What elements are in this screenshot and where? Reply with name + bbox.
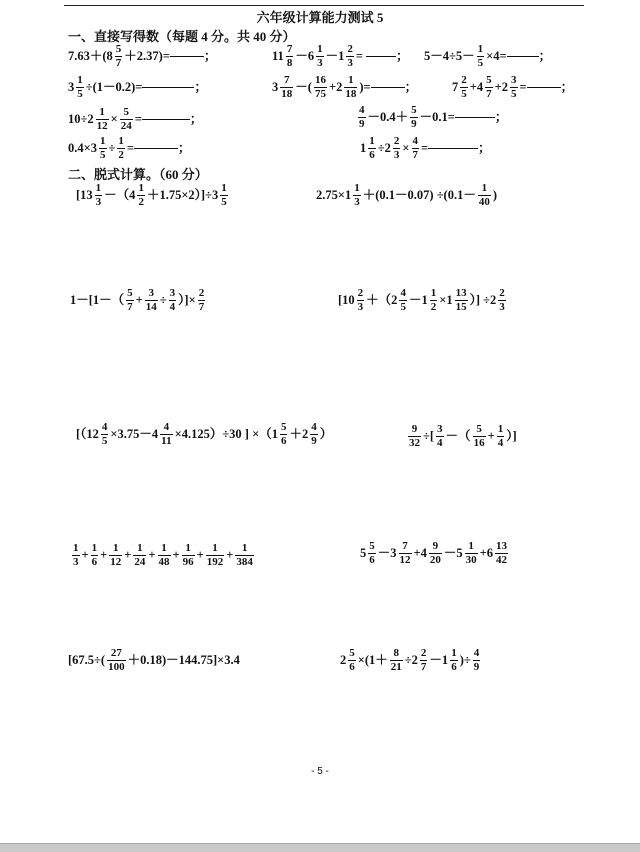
problem-7: 10÷2 $\frac{1}{12}$ × $\frac{5}{24}$ = ； [68,106,203,132]
section-1-heading: 一、直接写得数（每题 4 分。共 40 分） [68,29,296,44]
problem-6: 7 2 5 + 4 5 7 + 2 $\frac{3}{5}$ = ； [452,74,574,100]
calc-problem-9: [67.5÷( 27 100 ＋0.18)－144.75]×3.4 [68,647,240,673]
section-2-heading: 二、脱式计算。（60 分） [68,167,208,182]
header-rule [64,5,584,6]
problem-3: 5－4÷5－ $\frac{1}{5}$ ×4= ； [424,43,552,69]
calc-problem-6: $\frac{9}{32}$ ÷[ 3 4 － （ 5 16 + $\frac{1}{4}$ ）] [409,423,517,449]
problem-10: 1 $\frac{1}{6}$ ÷ 2 $\frac{2}{3}$ × $\frac{4}{7}$ = ； [360,135,491,161]
calc-problem-10: 2 $\frac{5}{6}$ ×(1＋ $\frac{8}{21}$ ÷2 2 7 －1 1 6 )÷ $\frac{4}{9}$ [340,647,480,673]
problem-8: 4 9 －0.4＋ 5 9 －0.1= ； [359,104,508,130]
calc-problem-4: [10 2 3 ＋（2 4 5 － 1 $\frac{1}{2}$ × 1 13 15 ）] ÷2 2 3 [338,287,505,313]
problem-5: 3 7 18 － ( 16 75 + 2 1 18 ) = ； [272,74,418,100]
problem-4: 3 $\frac{1}{5}$ ÷(1－0.2)= ； [68,74,207,100]
calc-problem-5: [（12 $\frac{4}{5}$ ×3.75－4 $\frac{4}{11}$ ×4.125）÷30 ] ×（1 5 6 ＋2 4 9 ） [76,421,333,447]
page-number: - 5 - [311,766,329,777]
page-title: 六年级计算能力测试 5 [256,10,384,25]
calc-problem-1: [13 1 3 －（4 1 2 ＋1.75×2）]÷3 1 5 [76,182,227,208]
calc-problem-3: 1－[1－（ 5 7 + $\frac{3}{14}$ ÷ $\frac{3}{4}$ ）]× $\frac{2}{7}$ [70,287,205,313]
problem-9: 0.4×3 $\frac{1}{5}$ ÷ $\frac{1}{2}$ = ； [68,135,191,161]
problem-1: 7.63＋(8 5 7 ＋2.37)= ； [68,43,217,69]
calc-problem-2: 2.75×1 1 3 ＋(0.1－0.07) ÷(0.1－ 1 40 ) [316,182,498,208]
problem-2: 11 7 8 － 6 1 3 － 1 $\frac{2}{3}$ = ； [272,43,409,69]
calc-problem-8: 5 5 6 － 3 7 12 + 4 9 20 － 5 1 30 + 6 13 42 [360,540,508,566]
calc-problem-7: 1 3 + $\frac{1}{6}$ + $\frac{1}{12}$ + $\frac{1}{24}$ + $\frac{1}{48}$ + $\frac{1}{96}$ + $\frac{1}{192}$ + $\frac{1}{384}$ [73,542,253,568]
